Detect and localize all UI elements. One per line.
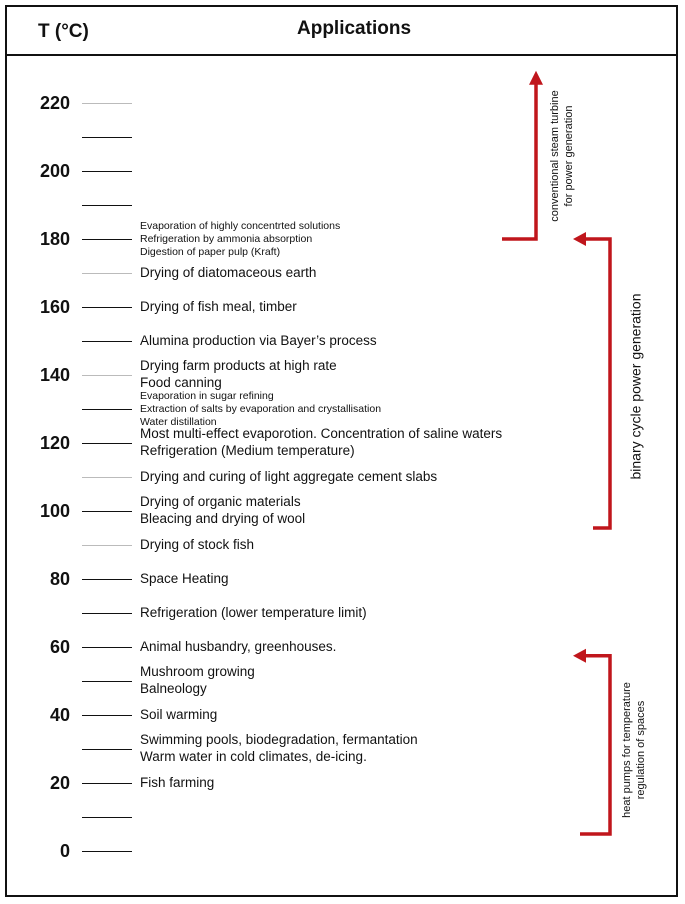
application-text: Food canning [140, 375, 222, 390]
application-text: Alumina production via Bayer’s process [140, 332, 377, 348]
application-text: Refrigeration (Medium temperature) [140, 443, 355, 458]
temperature-column-header: T (°C) [38, 21, 89, 42]
tick-label: 100 [39, 501, 70, 521]
tick-label: 140 [39, 365, 70, 385]
application-text: Water distillation [140, 415, 217, 428]
tick-label: 220 [39, 93, 70, 113]
binary-cycle-arrow-line [586, 239, 610, 528]
heat-pump-arrow-line [580, 656, 610, 834]
application-text: Most multi-effect evaporotion. Concentration of saline waters [140, 426, 503, 441]
application-text: Animal husbandry, greenhouses. [140, 638, 337, 654]
steam-turbine-arrow-line [502, 83, 536, 239]
application-text: Drying and curing of light aggregate cement slabs [140, 468, 438, 484]
heat-pump-arrowhead [573, 649, 586, 663]
tick-label: 160 [39, 297, 70, 317]
application-text: Drying farm products at high rate [140, 358, 337, 373]
tick-label: 20 [49, 773, 70, 793]
application-text: Soil warming [140, 706, 218, 722]
application-text: Mushroom growing [140, 664, 255, 679]
tick-label: 0 [59, 841, 70, 861]
tick-label: 180 [39, 229, 70, 249]
application-text: Warm water in cold climates, de-icing. [140, 749, 367, 764]
application-text: Drying of stock fish [140, 536, 255, 552]
range-label-text: regulation of spaces [635, 700, 647, 800]
steam-turbine-arrowhead [529, 71, 543, 85]
tick-label: 80 [49, 569, 70, 589]
binary-range-label [628, 266, 645, 506]
application-text: Refrigeration by ammonia absorption [140, 232, 313, 245]
application-text: Bleacing and drying of wool [140, 511, 306, 526]
steam-range-label [548, 66, 576, 246]
application-text: Refrigeration (lower temperature limit) [140, 604, 367, 620]
application-text: Fish farming [140, 774, 215, 790]
tick-label: 120 [39, 433, 70, 453]
application-text: Balneology [140, 681, 207, 696]
application-text: Drying of diatomaceous earth [140, 264, 317, 280]
heatpump-range-label [620, 655, 648, 845]
application-text: Space Heating [140, 570, 229, 586]
range-label-text: for power generation [563, 105, 575, 207]
application-text: Evaporation in sugar refining [140, 389, 274, 402]
application-text: Digestion of paper pulp (Kraft) [140, 245, 281, 258]
application-text: Evaporation of highly concentrted solutions [140, 219, 341, 232]
application-text: Drying of organic materials [140, 494, 301, 509]
range-label-text: conventional steam turbine [549, 90, 561, 222]
application-text: Drying of fish meal, timber [140, 298, 297, 314]
tick-label: 60 [49, 637, 70, 657]
range-label-text: heat pumps for temperature [621, 682, 633, 818]
tick-label: 200 [39, 161, 70, 181]
application-text: Extraction of salts by evaporation and crystallisation [140, 402, 382, 415]
applications-column-header: Applications [297, 18, 412, 39]
range-label-text: binary cycle power generation [627, 293, 644, 479]
application-text: Swimming pools, biodegradation, fermantation [140, 732, 418, 747]
tick-label: 40 [49, 705, 70, 725]
